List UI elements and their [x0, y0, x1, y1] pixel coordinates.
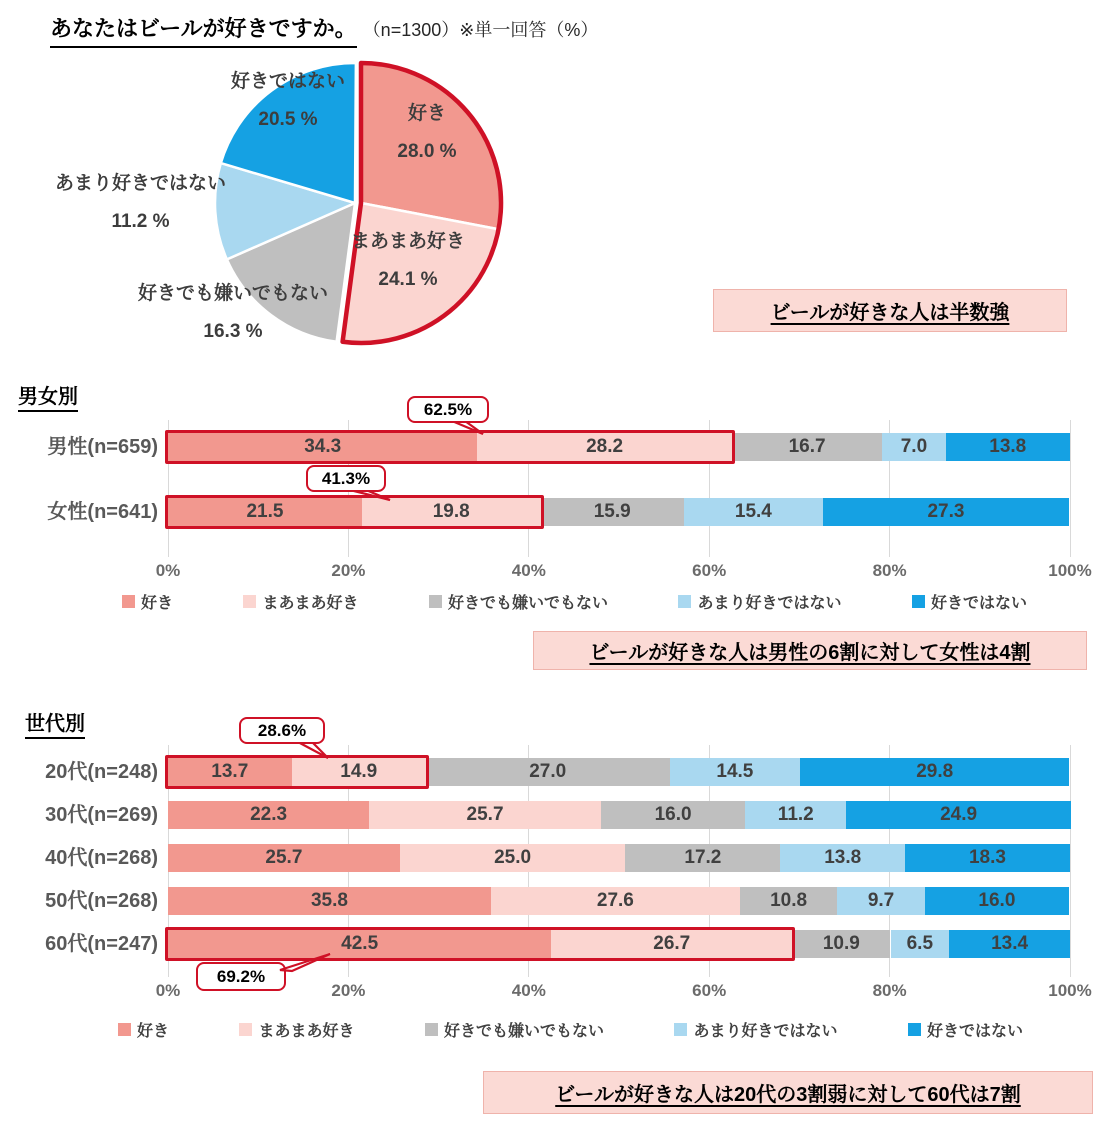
segment-value: 16.0 [654, 804, 692, 825]
pie-label-value: 11.2 % [111, 211, 170, 232]
insight-banner-overall: ビールが好きな人は半数強 [713, 289, 1067, 332]
axis-tick-label: 40% [511, 561, 546, 580]
category-label: 60代(n=247) [45, 933, 158, 955]
category-label: 40代(n=268) [45, 847, 158, 869]
bar-segment [792, 930, 890, 958]
pie-label-value: 20.5 % [258, 109, 318, 130]
legend-label: まあまあ好き [262, 595, 359, 612]
segment-value: 14.5 [716, 761, 754, 782]
legend-swatch [908, 1023, 921, 1036]
pie-label-text: まあまあ好き [350, 231, 465, 252]
category-label: 20代(n=248) [45, 761, 158, 783]
legend-label: まあまあ好き [258, 1023, 355, 1040]
bar-segment [601, 801, 745, 829]
legend-swatch [678, 595, 691, 608]
page-subtitle: （n=1300）※単一回答（%） [362, 20, 599, 40]
legend-item-3 [674, 1018, 837, 1041]
category-label: 女性(n=641) [47, 501, 158, 523]
legend-label: 好きではない [926, 1023, 1023, 1040]
pie-label-value: 16.3 % [203, 321, 263, 342]
pie-label-text: 好きではない [230, 71, 345, 92]
segment-value: 21.5 [246, 501, 284, 522]
segment-value: 25.0 [494, 847, 532, 868]
pie-label-text: あまり好きではない [54, 173, 226, 194]
legend-item-0 [122, 590, 173, 613]
axis-tick-label: 100% [1048, 981, 1092, 1000]
like-total-callout-female: 41.3% [306, 465, 386, 492]
bar-row [168, 498, 1070, 526]
axis-tick-label: 100% [1048, 561, 1092, 580]
bar-segment [168, 433, 477, 461]
like-total-callout-60s: 69.2% [196, 962, 286, 991]
axis-tick-label: 60% [692, 981, 727, 1000]
axis-tick-label: 40% [511, 981, 546, 1000]
bar-segment [369, 801, 601, 829]
segment-value: 25.7 [466, 804, 504, 825]
segment-value: 27.0 [529, 761, 567, 782]
segment-value: 27.3 [927, 501, 965, 522]
segment-value: 10.8 [770, 890, 808, 911]
segment-value: 42.5 [341, 933, 379, 954]
bar-row [168, 844, 1070, 872]
segment-value: 34.3 [304, 436, 342, 457]
page-title: あなたはビールが好きですか。 [50, 12, 357, 48]
bar-segment [168, 498, 362, 526]
bar-segment [732, 433, 883, 461]
bar-segment [745, 801, 846, 829]
bar-segment [949, 930, 1070, 958]
legend-swatch [674, 1023, 687, 1036]
legend-label: 好きでも嫌いでもない [447, 595, 608, 612]
axis-tick-label: 0% [155, 981, 181, 1000]
segment-value: 13.7 [211, 761, 249, 782]
bar-segment [168, 844, 400, 872]
legend-swatch [912, 595, 925, 608]
axis-tick-label: 80% [872, 561, 907, 580]
bar-segment [846, 801, 1071, 829]
bar-segment [551, 930, 792, 958]
legend-item-1 [239, 1018, 354, 1041]
legend-swatch [243, 595, 256, 608]
bar-segment [625, 844, 780, 872]
segment-value: 16.0 [978, 890, 1016, 911]
segment-value: 25.7 [265, 847, 303, 868]
segment-value: 27.6 [596, 890, 634, 911]
segment-value: 19.8 [432, 501, 470, 522]
pie-label-value: 24.1 % [378, 269, 438, 290]
segment-value: 13.8 [989, 436, 1027, 457]
bar-row [168, 801, 1070, 829]
bar-segment [541, 498, 684, 526]
section-heading-generation: 世代別 [25, 707, 85, 739]
bar-segment [740, 887, 837, 915]
legend-item-3 [678, 590, 841, 613]
bar-segment [362, 498, 541, 526]
bar-segment [823, 498, 1069, 526]
segment-value: 29.8 [916, 761, 954, 782]
legend-item-4 [912, 590, 1027, 613]
axis-tick-label: 60% [692, 561, 727, 580]
bar-segment [477, 433, 731, 461]
legend-swatch [118, 1023, 131, 1036]
bar-segment [800, 758, 1069, 786]
segment-value: 9.7 [867, 890, 895, 911]
segment-value: 13.8 [824, 847, 862, 868]
legend-label: あまり好きではない [697, 595, 842, 612]
legend-swatch [122, 595, 135, 608]
bar-row [168, 887, 1070, 915]
category-label: 30代(n=269) [45, 804, 158, 826]
bar-row [168, 758, 1070, 786]
legend-label: 好き [137, 1023, 170, 1040]
legend-item-2 [429, 590, 608, 613]
segment-value: 7.0 [900, 436, 928, 457]
bar-segment [491, 887, 740, 915]
segment-value: 6.5 [906, 933, 934, 954]
bar-segment [168, 930, 551, 958]
bar-segment [946, 433, 1070, 461]
bar-row [168, 433, 1070, 461]
pie-label-text: 好きでも嫌いでもない [137, 283, 328, 304]
bar-segment [168, 758, 292, 786]
insight-banner-generation: ビールが好きな人は20代の3割弱に対して60代は7割 [483, 1071, 1093, 1114]
insight-banner-gender: ビールが好きな人は男性の6割に対して女性は4割 [533, 631, 1087, 670]
legend-label: 好き [141, 595, 174, 612]
category-label: 50代(n=268) [45, 890, 158, 912]
legend-swatch [239, 1023, 252, 1036]
like-total-callout-20s: 28.6% [239, 717, 325, 744]
pie-label-value: 28.0 % [397, 141, 457, 162]
segment-value: 22.3 [250, 804, 288, 825]
segment-value: 10.9 [822, 933, 860, 954]
legend-swatch [429, 595, 442, 608]
like-total-callout-male: 62.5% [407, 396, 489, 423]
legend [118, 1018, 1023, 1041]
bar-segment [780, 844, 904, 872]
legend-label: 好きではない [930, 595, 1027, 612]
segment-value: 11.2 [777, 804, 814, 825]
pie-label-neutral [113, 282, 353, 344]
segment-value: 17.2 [684, 847, 722, 868]
legend-item-2 [425, 1018, 604, 1041]
segment-value: 24.9 [940, 804, 978, 825]
pie-label-not-much [38, 172, 243, 234]
segment-value: 26.7 [653, 933, 691, 954]
legend-item-4 [908, 1018, 1023, 1041]
bar-segment [891, 930, 950, 958]
segment-value: 35.8 [310, 890, 348, 911]
bar-segment [168, 801, 369, 829]
pie-label-like [362, 102, 492, 164]
legend-item-0 [118, 1018, 169, 1041]
segment-value: 18.3 [968, 847, 1006, 868]
segment-value: 13.4 [991, 933, 1029, 954]
bar-segment [292, 758, 426, 786]
legend [122, 590, 1027, 613]
segment-value: 15.4 [734, 501, 772, 522]
bar-segment [426, 758, 670, 786]
legend-label: あまり好きではない [693, 1023, 838, 1040]
bar-segment [837, 887, 924, 915]
legend-label: 好きでも嫌いでもない [443, 1023, 604, 1040]
segment-value: 28.2 [586, 436, 624, 457]
axis-tick-label: 0% [155, 561, 181, 580]
callout-tail [278, 951, 334, 973]
segment-value: 14.9 [340, 761, 378, 782]
pie-label-dislike [203, 70, 373, 132]
bar-segment [168, 887, 491, 915]
axis-tick-label: 20% [331, 561, 366, 580]
segment-value: 16.7 [788, 436, 826, 457]
bar-segment [670, 758, 801, 786]
pie-label-text: 好き [407, 103, 446, 124]
bar-segment [882, 433, 945, 461]
bar-segment [400, 844, 626, 872]
bar-segment [684, 498, 823, 526]
legend-swatch [425, 1023, 438, 1036]
category-label: 男性(n=659) [47, 436, 158, 458]
axis-tick-label: 20% [331, 981, 366, 1000]
legend-item-1 [243, 590, 358, 613]
bar-segment [905, 844, 1070, 872]
segment-value: 15.9 [593, 501, 631, 522]
axis-tick-label: 80% [872, 981, 907, 1000]
section-heading-gender: 男女別 [18, 380, 78, 412]
bar-segment [925, 887, 1069, 915]
